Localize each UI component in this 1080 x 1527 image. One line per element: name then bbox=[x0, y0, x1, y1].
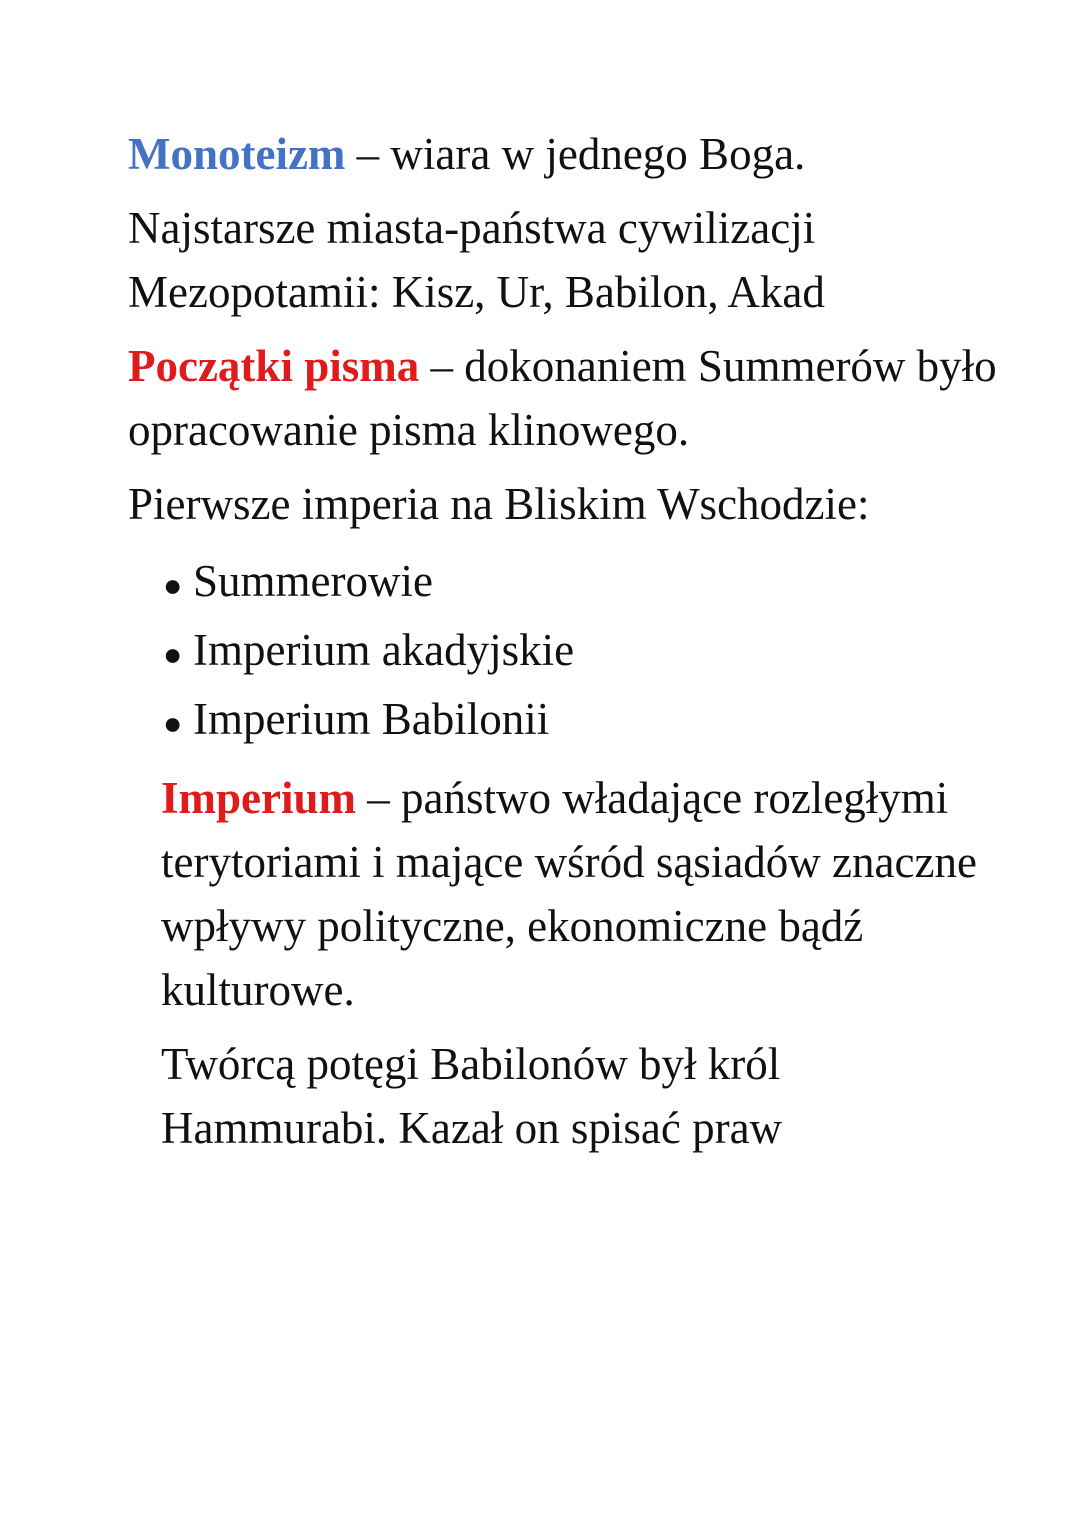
list-item-label: Summerowie bbox=[193, 556, 433, 606]
bullet-icon: ● bbox=[163, 705, 183, 741]
term-imperium: Imperium bbox=[161, 773, 356, 823]
paragraph-miasta-panstwa: Najstarsze miasta-państwa cywilizacji Mezopotamii: Kisz, Ur, Babilon, Akad bbox=[128, 203, 825, 317]
definition-imperium bbox=[128, 766, 1008, 1022]
definition-monoteizm-text: – wiara w jednego Boga. bbox=[345, 129, 806, 179]
term-monoteizm: Monoteizm bbox=[128, 129, 346, 179]
list-item bbox=[163, 687, 1008, 756]
paragraph-pierwsze-imperia: Pierwsze imperia na Bliskim Wschodzie: bbox=[128, 479, 870, 529]
bullet-icon: ● bbox=[163, 567, 183, 603]
definition-imperium-text: – państwo władające rozległymi terytoriami i mające wśród sąsiadów znaczne wpływy polityczne, ekonomiczne bądź kulturowe. bbox=[161, 773, 977, 1015]
definition-monoteizm bbox=[128, 122, 1008, 186]
definition-poczatki-pisma-text: – dokonaniem Summerów było opracowanie pisma klinowego. bbox=[128, 341, 997, 455]
list-item-label: Imperium akadyjskie bbox=[193, 625, 575, 675]
document-page bbox=[128, 122, 1008, 1160]
bullet-list-imperia bbox=[128, 549, 1008, 756]
definition-poczatki-pisma bbox=[128, 334, 1008, 462]
paragraph-hammurabi: Twórcą potęgi Babilonów był król Hammurabi. Kazał on spisać praw bbox=[161, 1039, 783, 1153]
term-poczatki-pisma: Początki pisma bbox=[128, 341, 420, 391]
list-item bbox=[163, 618, 1008, 687]
list-item-label: Imperium Babilonii bbox=[193, 694, 550, 744]
list-item bbox=[163, 549, 1008, 618]
bullet-icon: ● bbox=[163, 636, 183, 672]
